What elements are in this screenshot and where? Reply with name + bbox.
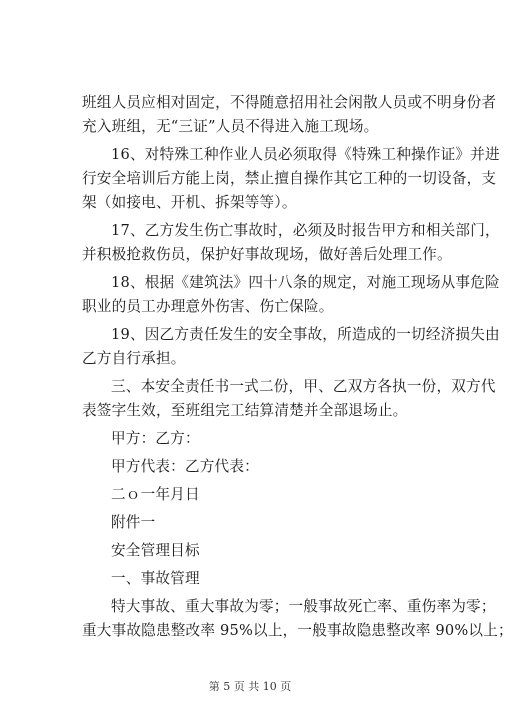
text-line: 并积极抢救伤员，保护好事故现场，做好善后处理工作。 — [82, 246, 452, 263]
text-line: 架（如接电、开机、拆架等等）。 — [82, 194, 297, 211]
text-line: 一、事故管理 — [111, 570, 200, 587]
text-line: 乙方自行承担。 — [82, 350, 186, 367]
text-line: 16、对特殊工种作业人员必须取得《特殊工种操作证》并进 — [111, 146, 500, 163]
document-body — [82, 91, 513, 643]
text-line: 安全管理目标 — [111, 542, 200, 559]
text-line: 班组人员应相对固定，不得随意招用社会闲散人员或不明身份者 — [82, 94, 497, 111]
text-line: 附件一 — [111, 514, 156, 531]
text-line: 甲方代表：乙方代表： — [111, 458, 259, 475]
text-line: 特大事故、重大事故为零；一般事故死亡率、重伤率为零； — [111, 598, 496, 615]
text-line: 充入班组，无“三证”人员不得进入施工现场。 — [82, 118, 379, 135]
text-line: 18、根据《建筑法》四十八条的规定，对施工现场从事危险 — [111, 274, 500, 291]
text-line: 二ｏ一年月日 — [111, 486, 200, 503]
text-line: 重大事故隐患整改率 95%以上，一般事故隐患整改率 90%以上； — [82, 622, 513, 639]
text-line: 甲方：乙方： — [111, 430, 200, 447]
text-line: 三、本安全责任书一式二份，甲、乙双方各执一份，双方代 — [111, 378, 496, 395]
text-line: 19、因乙方责任发生的安全事故，所造成的一切经济损失由 — [111, 326, 500, 343]
page-footer: 第 5 页 共 10 页 — [208, 680, 292, 693]
text-line: 17、乙方发生伤亡事故时，必须及时报告甲方和相关部门， — [111, 222, 500, 239]
text-line: 行安全培训后方能上岗，禁止擅自操作其它工种的一切设备，支 — [82, 170, 497, 187]
text-line: 表签字生效，至班组完工结算清楚并全部退场止。 — [82, 402, 408, 419]
text-line: 职业的员工办理意外伤害、伤亡保险。 — [82, 298, 334, 315]
